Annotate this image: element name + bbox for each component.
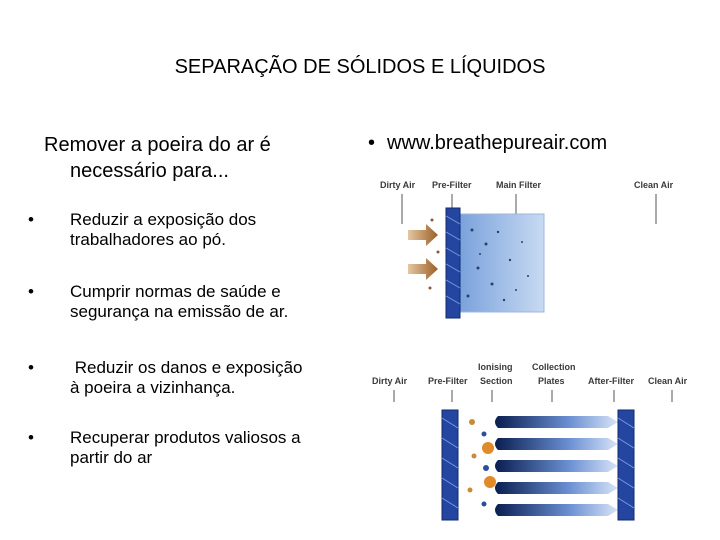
label-main-filter: Main Filter [496, 180, 542, 190]
source-link[interactable]: www.breathepureair.com [387, 132, 608, 154]
bullet-line1: Reduzir a exposição dos [70, 210, 257, 229]
source-link-item [368, 132, 607, 155]
pre-filter-panel [446, 208, 460, 318]
left-heading [44, 132, 344, 184]
label-clean-air: Clean Air [648, 376, 688, 386]
left-heading-line1: Remover a poeira do ar é [44, 134, 271, 156]
label-collection: Collection [532, 362, 576, 372]
left-heading-line2: necessário para... [70, 160, 229, 182]
label-section: Section [480, 376, 513, 386]
bullet-marker: • [368, 132, 376, 154]
bullet-marker: • [28, 358, 34, 377]
bullet-line2: à poeira a vizinhança. [70, 378, 236, 397]
label-plates: Plates [538, 376, 565, 386]
label-dirty-air: Dirty Air [372, 376, 408, 386]
bullet-marker: • [28, 428, 34, 447]
bullet-line1: Reduzir os danos e exposição [70, 358, 303, 377]
label-after-filter: After-Filter [588, 376, 635, 386]
label-pre-filter: Pre-Filter [428, 376, 468, 386]
dirty-air-arrows [408, 224, 438, 280]
page-title: SEPARAÇÃO DE SÓLIDOS E LÍQUIDOS [174, 56, 546, 78]
bullet-line2: partir do ar [70, 448, 153, 467]
bullet-line1: Recuperar produtos valiosos a [70, 428, 301, 447]
bullet-line1: Cumprir normas de saúde e [70, 282, 281, 301]
ionised-particles [468, 419, 497, 507]
label-clean-air: Clean Air [634, 180, 674, 190]
filter-diagram-basic [368, 172, 718, 322]
collection-plates [495, 416, 618, 516]
arrow-icon [408, 224, 438, 246]
filter-diagram-ionising [368, 358, 718, 530]
bullet-marker: • [28, 210, 34, 229]
arrow-icon [408, 258, 438, 280]
list-item [28, 358, 302, 398]
label-dirty-air: Dirty Air [380, 180, 416, 190]
bullet-marker: • [28, 282, 34, 301]
label-pre-filter: Pre-Filter [432, 180, 472, 190]
bullet-line2: trabalhadores ao pó. [70, 230, 226, 249]
bullet-line2: segurança na emissão de ar. [70, 302, 289, 321]
list-item [28, 428, 301, 468]
list-item [28, 210, 256, 250]
label-ionising: Ionising [478, 362, 513, 372]
list-item [28, 282, 288, 322]
